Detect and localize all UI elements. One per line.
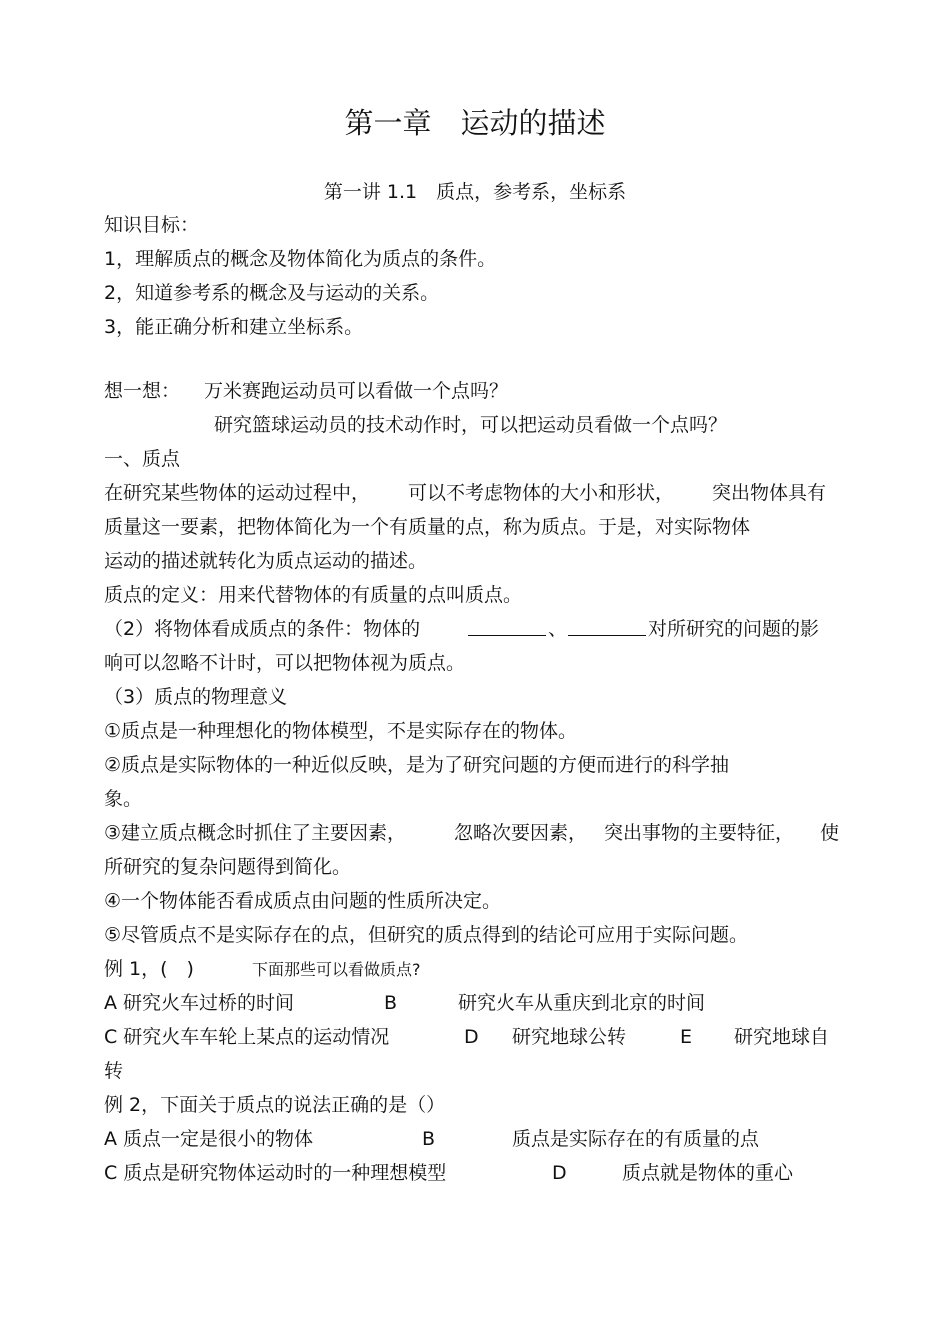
option-e-label: E xyxy=(680,1026,693,1048)
option-b-label: B xyxy=(384,992,398,1014)
condition-line-2: 响可以忽略不计时，可以把物体视为质点。 xyxy=(104,652,466,674)
blank-underline xyxy=(468,617,546,636)
example2-options-row-2 xyxy=(104,1161,846,1185)
option-d-label: D xyxy=(464,1026,479,1048)
blank-underline xyxy=(568,617,646,636)
intro-part: 可以不考虑物体的大小和形状， xyxy=(408,482,675,504)
objective-item: 2，知道参考系的概念及与运动的关系。 xyxy=(104,282,440,304)
condition-separator: 、 xyxy=(548,618,568,640)
meaning-item: ①质点是一种理想化的物体模型，不是实际存在的物体。 xyxy=(104,720,578,742)
example2-options-row-1 xyxy=(104,1127,846,1151)
section-heading: 一、质点 xyxy=(104,448,181,470)
meaning-heading: （3）质点的物理意义 xyxy=(104,686,288,708)
objectives-heading: 知识目标： xyxy=(104,214,200,236)
example1-options-row-1 xyxy=(104,991,846,1015)
example2-stem: 例 2，下面关于质点的说法正确的是（） xyxy=(104,1094,446,1116)
option-c: C 研究火车车轮上某点的运动情况 xyxy=(104,1026,390,1048)
objective-item: 1，理解质点的概念及物体简化为质点的条件。 xyxy=(104,248,497,270)
lecture-title: 第一讲 1.1 质点，参考系，坐标系 xyxy=(323,181,627,203)
example1-number: 例 1，( ) xyxy=(104,958,194,980)
option-b-label: B xyxy=(422,1128,436,1150)
option-e-cont: 转 xyxy=(104,1060,124,1082)
meaning-part: 忽略次要因素， xyxy=(454,822,588,844)
objective-item: 3，能正确分析和建立坐标系。 xyxy=(104,316,364,338)
option-c: C 质点是研究物体运动时的一种理想模型 xyxy=(104,1162,447,1184)
example1-question: 下面那些可以看做质点? xyxy=(252,960,421,979)
think-line-1 xyxy=(104,379,846,403)
intro-part: 在研究某些物体的运动过程中， xyxy=(104,482,371,504)
intro-line-3: 运动的描述就转化为质点运动的描述。 xyxy=(104,550,428,572)
meaning-part: ③建立质点概念时抓住了主要因素， xyxy=(104,822,407,844)
example1-stem xyxy=(104,957,846,981)
meaning-item: ④一个物体能否看成质点由问题的性质所决定。 xyxy=(104,890,502,912)
intro-line-1 xyxy=(104,481,846,505)
meaning-item: ②质点是实际物体的一种近似反映，是为了研究问题的方便而进行的科学抽 xyxy=(104,754,730,776)
meaning-item: ⑤尽管质点不是实际存在的点，但研究的质点得到的结论可应用于实际问题。 xyxy=(104,924,749,946)
intro-line-2: 质量这一要素，把物体简化为一个有质量的点，称为质点。于是，对实际物体 xyxy=(104,516,751,538)
condition-line-1 xyxy=(104,617,846,641)
intro-part: 突出物体具有 xyxy=(712,482,827,504)
option-e: 研究地球自 xyxy=(734,1026,830,1048)
meaning-item-cont: 象。 xyxy=(104,788,143,810)
think-question-2: 研究篮球运动员的技术动作时，可以把运动员看做一个点吗？ xyxy=(214,414,728,436)
option-b: 质点是实际存在的有质量的点 xyxy=(512,1128,760,1150)
option-d: 质点就是物体的重心 xyxy=(622,1162,794,1184)
think-label: 想一想： xyxy=(104,380,181,402)
meaning-part: 使 xyxy=(820,822,840,844)
option-d: 研究地球公转 xyxy=(512,1026,627,1048)
meaning-item-cont: 所研究的复杂问题得到简化。 xyxy=(104,856,352,878)
option-d-label: D xyxy=(552,1162,567,1184)
condition-text: 对所研究的问题的影 xyxy=(648,618,820,640)
definition-line: 质点的定义：用来代替物体的有质量的点叫质点。 xyxy=(104,584,523,606)
meaning-item xyxy=(104,821,846,845)
think-question-1: 万米赛跑运动员可以看做一个点吗？ xyxy=(204,380,509,402)
example1-options-row-2 xyxy=(104,1025,846,1049)
meaning-part: 突出事物的主要特征， xyxy=(604,822,795,844)
option-b: 研究火车从重庆到北京的时间 xyxy=(458,992,706,1014)
chapter-title: 第一章 运动的描述 xyxy=(344,106,606,140)
option-a: A 研究火车过桥的时间 xyxy=(104,992,295,1014)
condition-text: （2）将物体看成质点的条件：物体的 xyxy=(104,618,421,640)
option-a: A 质点一定是很小的物体 xyxy=(104,1128,314,1150)
